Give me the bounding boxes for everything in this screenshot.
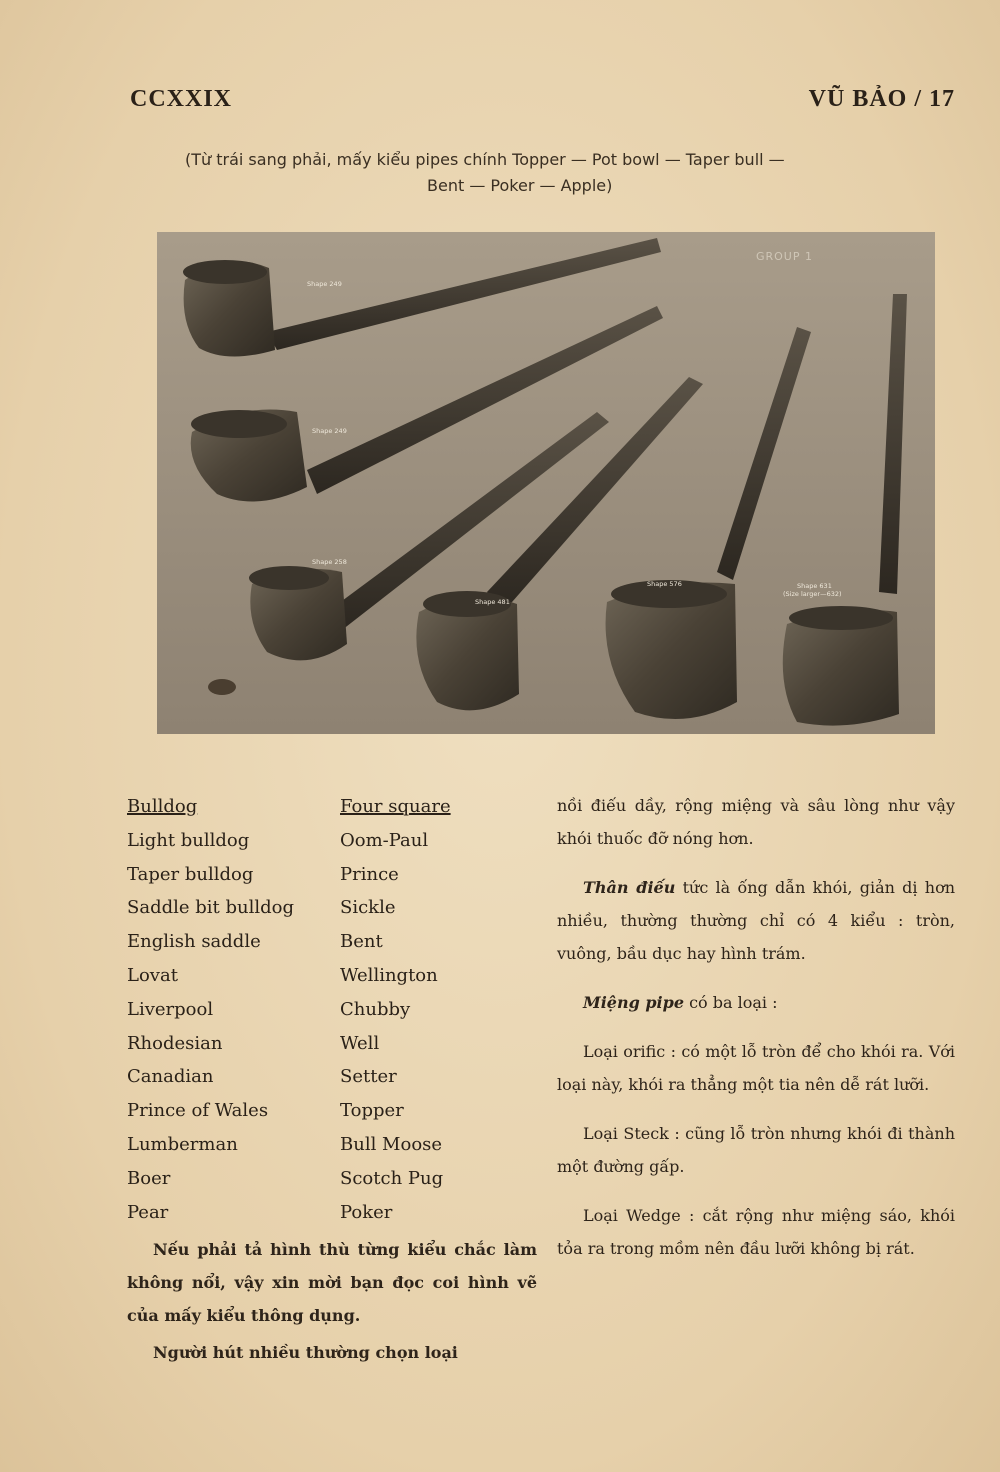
pipe-name: Saddle bit bulldog xyxy=(127,897,294,919)
pipe-names-list xyxy=(127,793,537,1233)
caption-line-1: (Từ trái sang phải, mấy kiểu pipes chính Topper — Pot bowl — Taper bull — xyxy=(185,150,785,169)
pipe-name: Light bulldog xyxy=(127,829,250,851)
right-paragraph-3 xyxy=(557,986,955,1019)
right-paragraph-3-text: có ba loại : xyxy=(684,993,778,1012)
left-paragraph-1: Nếu phải tả hình thù từng kiểu chắc làm không nổi, vậy xin mời bạn đọc coi hình vẽ của mấy kiểu thông dụng. xyxy=(127,1240,537,1325)
pipe-name: Setter xyxy=(340,1066,397,1088)
right-paragraph-2-text: tức là ống dẫn khói, giản dị hơn nhiều, thường thường chỉ có 4 kiểu : tròn, vuông, bầu dục hay hình trám. xyxy=(557,878,956,963)
author-page-number: VŨ BẢO / 17 xyxy=(808,86,955,112)
photo-caption xyxy=(185,147,945,199)
pipe-names-col-2 xyxy=(340,793,530,1232)
pipe-name: Prince of Wales xyxy=(127,1100,269,1122)
pipe-name: Bent xyxy=(340,931,383,953)
pipe-name: Four square xyxy=(340,796,451,817)
shape-label: Shape 249 xyxy=(312,427,347,435)
pipe-name: Taper bulldog xyxy=(127,863,254,885)
pipes-photo xyxy=(157,232,935,734)
right-paragraph-1: nồi điếu dầy, rộng miệng và sâu lòng như vậy khói thuốc đỡ nóng hơn. xyxy=(557,796,955,848)
left-paragraph-2: Người hút nhiều thường chọn loại xyxy=(153,1343,458,1362)
pipe-name: Pear xyxy=(127,1201,169,1223)
pipe-names-col-1 xyxy=(127,793,337,1232)
shape-label: (Size larger—632) xyxy=(783,590,842,598)
right-column xyxy=(557,789,955,1281)
right-paragraph-6: Loại Wedge : cắt rộng như miệng sáo, khói tỏa ra trong mồm nên đầu lưỡi không bị rát. xyxy=(557,1206,955,1258)
pipe-name: Bulldog xyxy=(127,796,198,817)
shape-label: Shape 576 xyxy=(647,580,682,588)
pipes-illustration xyxy=(157,232,935,734)
pipe-name: Lumberman xyxy=(127,1133,238,1155)
pipe-name: Oom-Paul xyxy=(340,829,429,851)
pipe-name: Boer xyxy=(127,1167,171,1189)
pipe-name: Canadian xyxy=(127,1066,214,1088)
shape-label: Shape 249 xyxy=(307,280,342,288)
pipe-name: Bull Moose xyxy=(340,1133,443,1155)
pipe-name: Sickle xyxy=(340,897,396,919)
shape-label: Shape 258 xyxy=(312,558,347,566)
right-paragraph-5: Loại Steck : cũng lỗ tròn nhưng khói đi thành một đường gấp. xyxy=(557,1124,955,1176)
left-column xyxy=(127,793,537,1369)
shape-label: Shape 481 xyxy=(475,598,510,606)
right-paragraph-4: Loại orific : có một lỗ tròn để cho khói ra. Với loại này, khói ra thẳng một tia nên dễ rát lưỡi. xyxy=(557,1042,955,1094)
pipe-name: Chubby xyxy=(340,998,411,1020)
pipe-name: Rhodesian xyxy=(127,1032,223,1054)
pipe-name: Scotch Pug xyxy=(340,1167,444,1189)
pipe-name: Liverpool xyxy=(127,998,214,1020)
term-than-dieu: Thân điếu xyxy=(583,878,676,897)
shape-label: Shape 631 xyxy=(797,582,832,590)
pipe-name: Poker xyxy=(340,1201,393,1223)
pipe-name: Lovat xyxy=(127,964,178,986)
caption-line-2: Bent — Poker — Apple) xyxy=(427,176,613,195)
pipe-name: Well xyxy=(340,1032,380,1054)
group-label: GROUP 1 xyxy=(755,250,813,263)
pipe-name: Wellington xyxy=(340,964,438,986)
pipe-name: Prince xyxy=(340,863,399,885)
pipe-name: Topper xyxy=(340,1100,404,1122)
blot xyxy=(208,679,236,695)
right-paragraph-2 xyxy=(557,871,955,970)
chapter-number: CCXXIX xyxy=(130,86,232,112)
pipe-name: English saddle xyxy=(127,931,261,953)
term-mieng-pipe: Miệng pipe xyxy=(583,993,684,1012)
